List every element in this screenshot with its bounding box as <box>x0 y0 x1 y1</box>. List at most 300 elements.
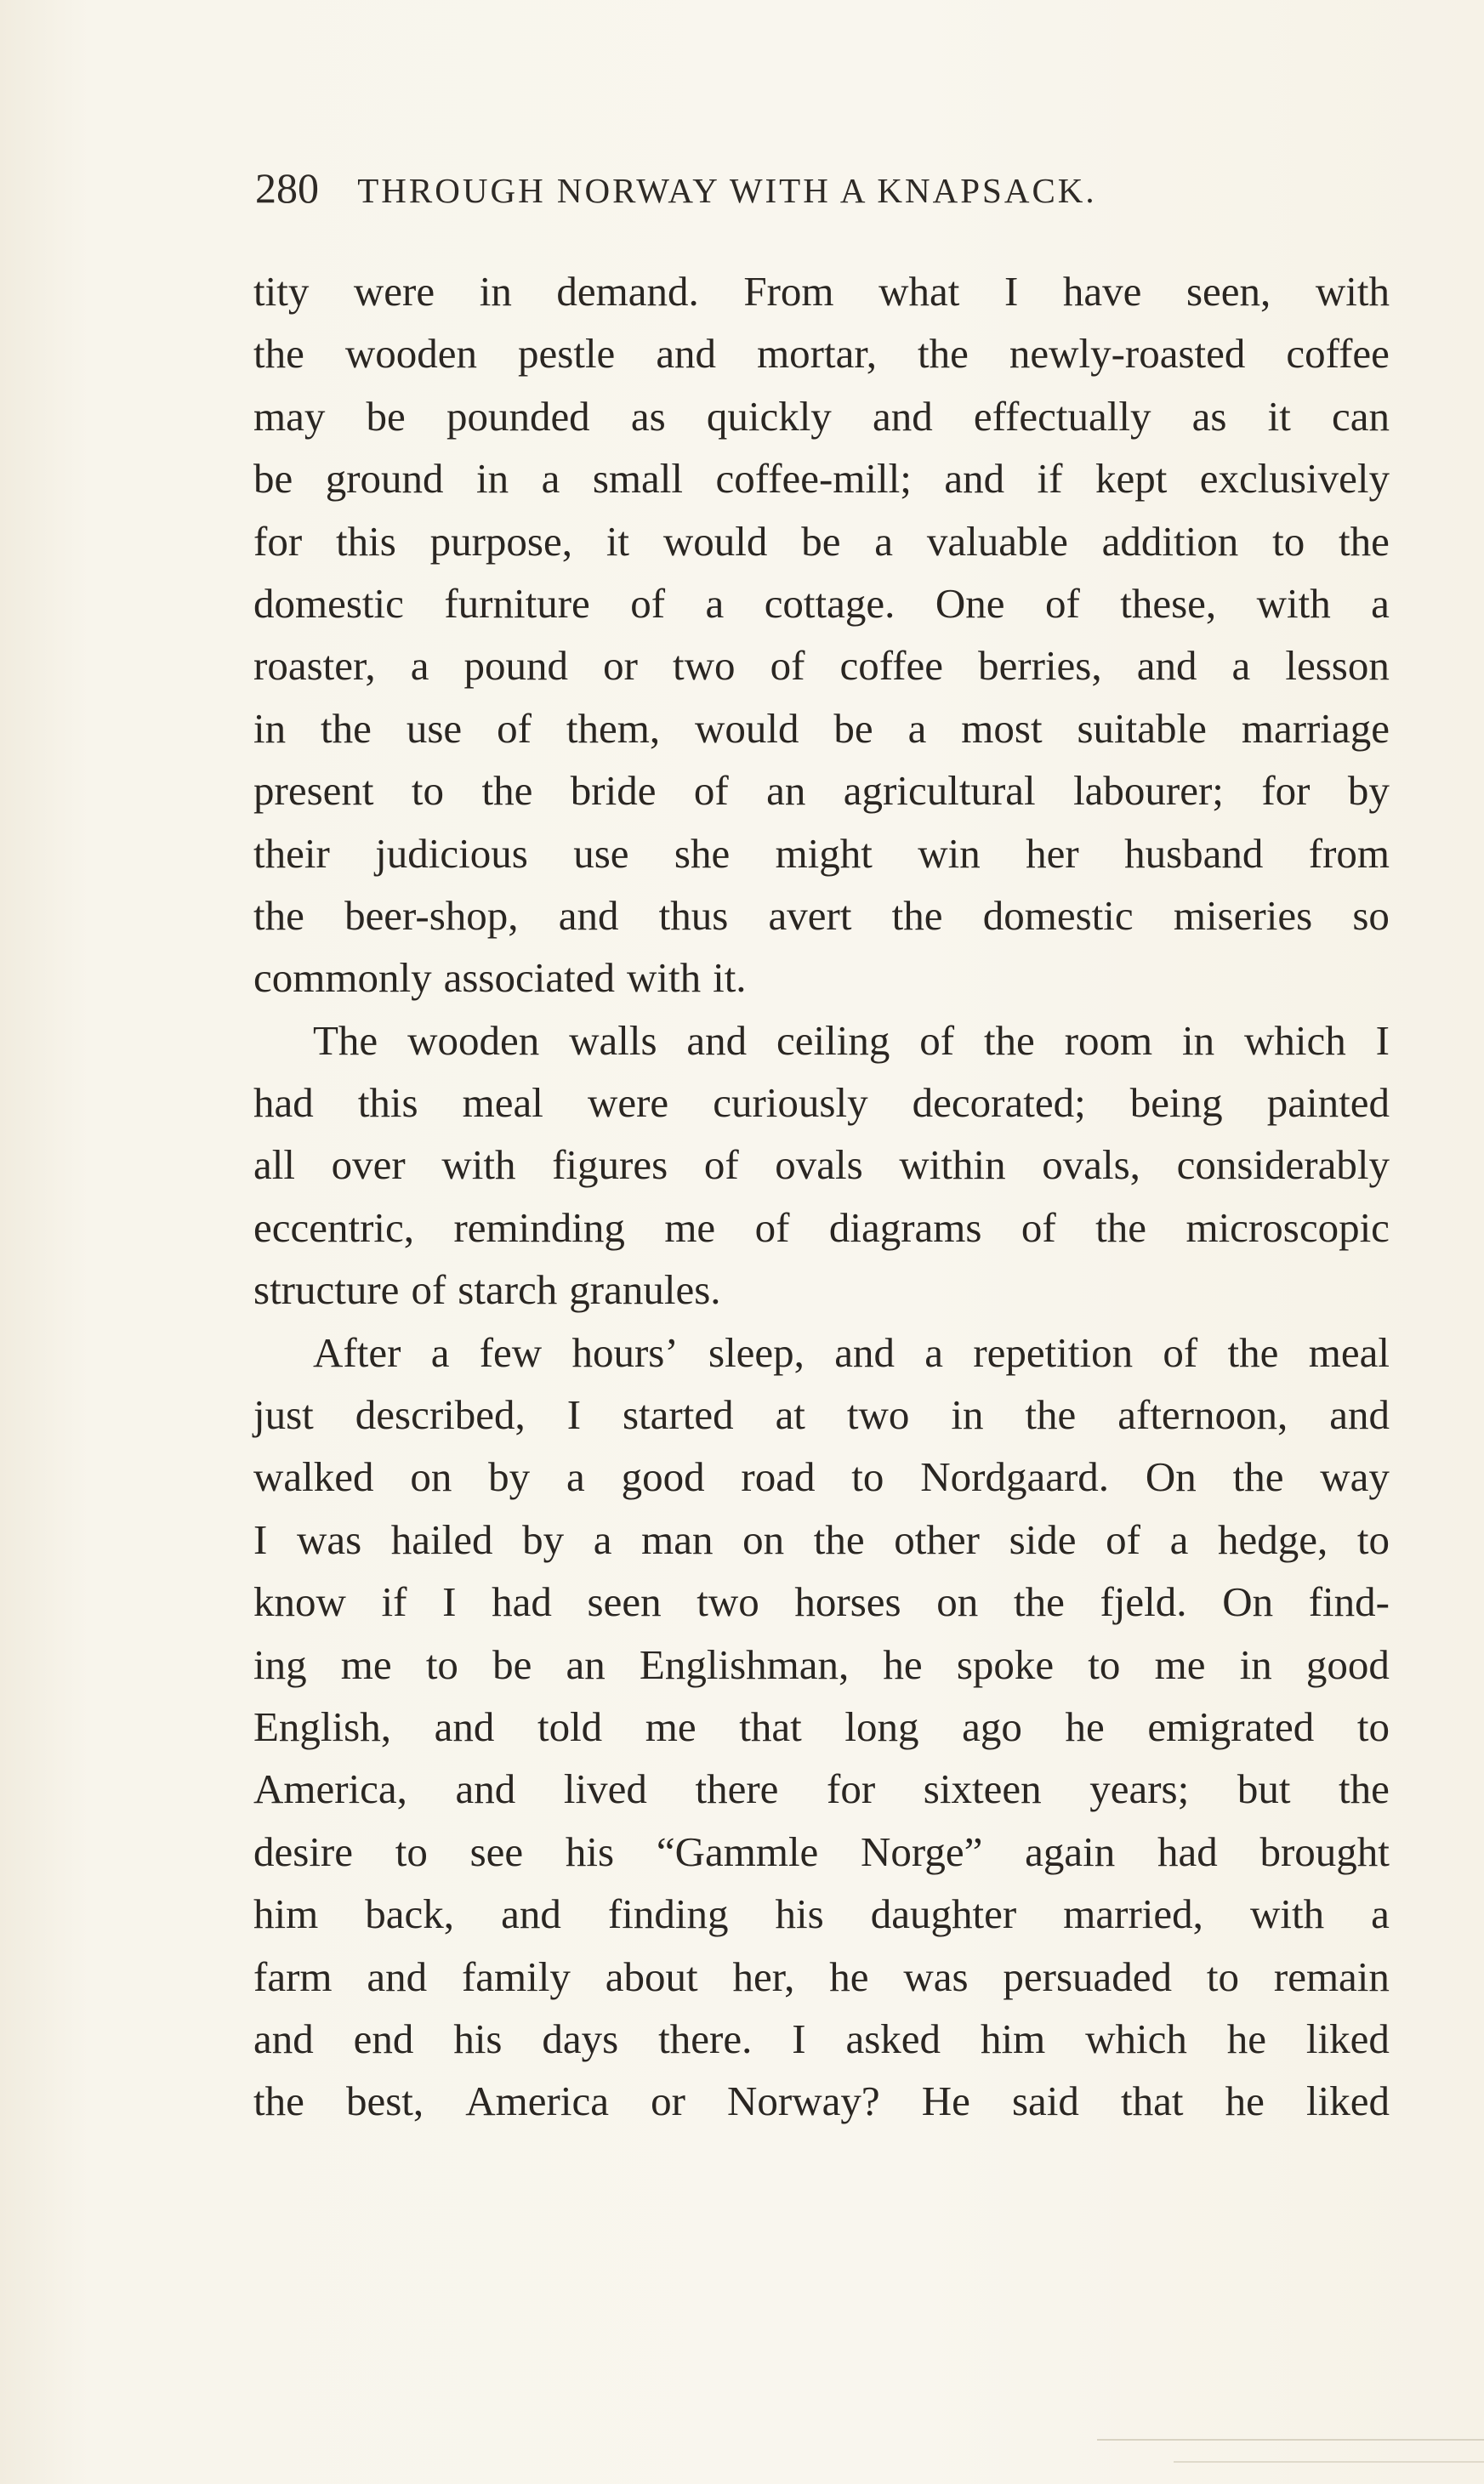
word: meal <box>1308 1328 1390 1376</box>
word: labourer; <box>1073 767 1224 815</box>
word: starch <box>458 1266 558 1314</box>
word: to <box>851 1453 884 1501</box>
word: to <box>1356 1515 1390 1563</box>
word: small <box>592 455 683 503</box>
word: to <box>411 767 445 815</box>
text-line <box>253 884 1390 946</box>
running-header <box>255 163 1318 213</box>
word: would <box>695 704 799 752</box>
word: there. <box>658 2015 753 2062</box>
word: hailed <box>390 1515 493 1563</box>
word: might <box>775 829 873 877</box>
word: if <box>381 1578 407 1626</box>
word: it <box>606 517 630 565</box>
word: and <box>1136 642 1197 690</box>
word: ovals <box>775 1141 863 1189</box>
word: to <box>1272 517 1305 565</box>
word: farm <box>253 1953 333 2000</box>
word: which <box>1244 1016 1346 1064</box>
word: beer-shop, <box>344 891 519 939</box>
text-line <box>253 510 1390 572</box>
word: ago <box>962 1702 1022 1750</box>
word: I <box>1004 268 1019 315</box>
word: and <box>1329 1391 1390 1439</box>
word: road <box>741 1453 816 1501</box>
word: and <box>253 2015 314 2062</box>
word: painted <box>1266 1079 1390 1127</box>
word: the <box>321 704 372 752</box>
word: a <box>430 1328 450 1376</box>
text-line <box>253 1634 1390 1696</box>
word: After <box>313 1328 401 1376</box>
text-line <box>253 1009 1390 1071</box>
word: to <box>1356 1702 1390 1750</box>
page-number: 280 <box>255 164 319 212</box>
word: of <box>630 579 666 627</box>
word: roaster, <box>253 642 376 690</box>
word: if <box>1037 455 1063 503</box>
word: for <box>827 1765 876 1813</box>
word: a <box>874 517 894 565</box>
word: days <box>542 2015 619 2062</box>
word: on <box>742 1515 785 1563</box>
word: On <box>1145 1453 1197 1501</box>
word: and <box>501 1890 561 1938</box>
word: a <box>1371 579 1390 627</box>
word: were <box>353 268 435 315</box>
word: newly-roasted <box>1009 330 1246 378</box>
word: good <box>621 1453 705 1501</box>
text-line <box>253 2070 1390 2132</box>
word: emigrated <box>1147 1702 1315 1750</box>
word: of <box>693 767 729 815</box>
word: so <box>1352 891 1390 939</box>
word: way <box>1320 1453 1390 1501</box>
text-line <box>253 1384 1390 1446</box>
word: mortar, <box>757 330 877 378</box>
word: daughter <box>870 1890 1017 1938</box>
word: and <box>455 1765 516 1813</box>
word: the <box>1095 1203 1147 1251</box>
text-line <box>253 759 1390 821</box>
word: a <box>1169 1515 1189 1563</box>
word: a <box>924 1328 944 1376</box>
word: what <box>878 268 960 315</box>
word: reminding <box>453 1203 625 1251</box>
text-line <box>253 572 1390 634</box>
word: use <box>406 704 463 752</box>
word: of <box>770 642 805 690</box>
word: lesson <box>1285 642 1390 690</box>
word: coffee-mill; <box>715 455 912 503</box>
text-line <box>253 946 1390 1009</box>
word: just <box>253 1391 314 1439</box>
word: a <box>410 642 429 690</box>
word: coffee <box>839 642 943 690</box>
word: had <box>492 1578 552 1626</box>
word: lived <box>563 1765 647 1813</box>
word: her, <box>732 1953 795 2000</box>
text-line <box>253 1197 1390 1259</box>
word: pestle <box>518 330 616 378</box>
word: that <box>1121 2078 1184 2125</box>
word: were <box>587 1079 669 1127</box>
word: of <box>1106 1515 1140 1563</box>
word: being <box>1129 1079 1223 1127</box>
word: the <box>1025 1391 1077 1439</box>
word: wooden <box>344 330 478 378</box>
text-line <box>253 822 1390 884</box>
page-edge-line-lower <box>1174 2461 1484 2463</box>
word: or <box>603 642 638 690</box>
word: in <box>951 1391 984 1439</box>
word: a <box>1231 642 1251 690</box>
word: that <box>739 1702 802 1750</box>
word: family <box>461 1953 571 2000</box>
word: cottage. <box>764 579 896 627</box>
word: his <box>775 1890 824 1938</box>
word: On <box>1222 1578 1274 1626</box>
text-line <box>253 1071 1390 1134</box>
word: the <box>1013 1578 1065 1626</box>
word: ceiling <box>776 1016 890 1064</box>
word: effectually <box>973 392 1151 440</box>
word: English, <box>253 1702 391 1750</box>
text-line <box>253 1571 1390 1633</box>
word: again <box>1025 1827 1116 1875</box>
word: liked <box>1305 2078 1390 2125</box>
word: for <box>253 517 303 565</box>
word: use <box>573 829 629 877</box>
word: and <box>367 1953 428 2000</box>
word: man <box>641 1515 714 1563</box>
word: afternoon, <box>1117 1391 1288 1439</box>
word: ground <box>325 455 444 503</box>
word: see <box>469 1827 524 1875</box>
word: walked <box>253 1453 374 1501</box>
text-line <box>253 1946 1390 2008</box>
word: berries, <box>978 642 1102 690</box>
word: hours’ <box>571 1328 679 1376</box>
word: furniture <box>444 579 590 627</box>
word: in <box>1182 1016 1215 1064</box>
text-line <box>253 697 1390 759</box>
word: I <box>792 2015 806 2062</box>
text-line <box>253 1758 1390 1820</box>
word: and <box>558 891 619 939</box>
word: microscopic <box>1185 1203 1390 1251</box>
word: wooden <box>407 1016 540 1064</box>
word: tity <box>253 268 310 315</box>
word: to <box>425 1640 458 1688</box>
word: may <box>253 392 326 440</box>
word: Nordgaard. <box>920 1453 1110 1501</box>
word: few <box>479 1328 543 1376</box>
word: from <box>1308 829 1390 877</box>
word: quickly <box>706 392 832 440</box>
word: all <box>253 1141 295 1189</box>
word: a <box>593 1515 612 1563</box>
word: avert <box>768 891 852 939</box>
word: a <box>705 579 725 627</box>
word: his <box>565 1827 615 1875</box>
word: ing <box>253 1640 307 1688</box>
word: at <box>775 1391 805 1439</box>
text-line <box>253 322 1390 384</box>
word: He <box>921 2078 970 2125</box>
word: hedge, <box>1217 1515 1328 1563</box>
word: win <box>918 829 981 877</box>
word: be <box>253 455 293 503</box>
word: best, <box>345 2078 424 2125</box>
word: over <box>331 1141 406 1189</box>
word: me <box>340 1640 392 1688</box>
word: of <box>919 1016 955 1064</box>
word: and <box>656 330 717 378</box>
word: me <box>1154 1640 1206 1688</box>
word: was <box>903 1953 969 2000</box>
word: or <box>651 2078 685 2125</box>
word: exclusively <box>1199 455 1390 503</box>
word: fjeld. <box>1100 1578 1187 1626</box>
word: he <box>883 1640 923 1688</box>
word: sixteen <box>923 1765 1042 1813</box>
word: I <box>566 1391 582 1439</box>
text-line <box>253 1446 1390 1508</box>
word: asked <box>845 2015 941 2062</box>
word: but <box>1237 1765 1291 1813</box>
word: meal <box>462 1079 543 1127</box>
page-edge-line <box>1097 2439 1484 2441</box>
word: persuaded <box>1003 1953 1173 2000</box>
word: the <box>891 891 943 939</box>
word: the <box>983 1016 1035 1064</box>
word: The <box>313 1016 378 1064</box>
word: find- <box>1308 1578 1390 1626</box>
word: sleep, <box>708 1328 805 1376</box>
word: the <box>253 330 304 378</box>
word: was <box>296 1515 362 1563</box>
word: eccentric, <box>253 1203 415 1251</box>
word: One <box>935 579 1005 627</box>
word: the <box>253 891 304 939</box>
word: there <box>695 1765 779 1813</box>
word: said <box>1011 2078 1079 2125</box>
word: know <box>253 1578 346 1626</box>
word: miseries <box>1173 891 1313 939</box>
body-text <box>253 260 1390 2133</box>
word: told <box>537 1702 603 1750</box>
word: a <box>566 1453 585 1501</box>
word: America, <box>253 1765 407 1813</box>
word: structure <box>253 1266 400 1314</box>
word: side <box>1009 1515 1077 1563</box>
word: to <box>395 1827 428 1875</box>
word: the <box>253 2078 304 2125</box>
word: From <box>743 268 834 315</box>
word: and <box>834 1328 895 1376</box>
word: other <box>894 1515 980 1563</box>
word: had <box>1157 1827 1218 1875</box>
word: addition <box>1101 517 1239 565</box>
word: would <box>662 517 768 565</box>
word: remain <box>1273 1953 1390 2000</box>
word: kept <box>1095 455 1168 503</box>
word: of <box>703 1141 739 1189</box>
word: Norway? <box>727 2078 880 2125</box>
word: by <box>522 1515 565 1563</box>
word: domestic <box>253 579 404 627</box>
word: long <box>844 1702 919 1750</box>
word: the <box>1227 1328 1279 1376</box>
word: and <box>434 1702 495 1750</box>
word: end <box>353 2015 414 2062</box>
word: figures <box>552 1141 668 1189</box>
word: suitable <box>1077 704 1207 752</box>
word: started <box>622 1391 734 1439</box>
word: most <box>961 704 1043 752</box>
word: for <box>1261 767 1311 815</box>
word: the <box>1339 1765 1390 1813</box>
word: two <box>846 1391 910 1439</box>
word: diagrams <box>828 1203 982 1251</box>
word: bride <box>570 767 657 815</box>
word: to <box>1088 1640 1121 1688</box>
word: considerably <box>1176 1141 1390 1189</box>
word: brought <box>1259 1827 1390 1875</box>
word: with <box>1256 579 1331 627</box>
word: walls <box>569 1016 657 1064</box>
word: in <box>1239 1640 1272 1688</box>
word: of <box>1044 579 1080 627</box>
text-line <box>253 1259 1390 1321</box>
word: had <box>253 1079 314 1127</box>
word: she <box>674 829 731 877</box>
word: and <box>872 392 933 440</box>
word: he <box>1065 1702 1105 1750</box>
word: in <box>479 268 512 315</box>
text-line <box>253 1821 1390 1883</box>
word: curiously <box>713 1079 868 1127</box>
word: I <box>253 1515 268 1563</box>
word: have <box>1062 268 1142 315</box>
word: as <box>630 392 666 440</box>
word: I <box>1375 1016 1390 1064</box>
word: finding <box>607 1890 729 1938</box>
word: married, <box>1063 1890 1203 1938</box>
running-title: THROUGH NORWAY WITH A KNAPSACK. <box>357 171 1097 210</box>
word: her <box>1026 829 1079 877</box>
word: in <box>253 704 287 752</box>
word: the <box>813 1515 865 1563</box>
word: present <box>253 767 374 815</box>
word: of <box>497 704 532 752</box>
word: of <box>1163 1328 1198 1376</box>
word: marriage <box>1241 704 1390 752</box>
word: room <box>1064 1016 1153 1064</box>
word: Norge” <box>861 1827 983 1875</box>
word: can <box>1332 392 1390 440</box>
word: commonly <box>253 954 432 1002</box>
word: me <box>645 1702 697 1750</box>
word: with <box>1315 268 1390 315</box>
word: he <box>1225 2078 1265 2125</box>
word: an <box>766 767 806 815</box>
word: spoke <box>956 1640 1055 1688</box>
word: husband <box>1124 829 1264 877</box>
word: with <box>1249 1890 1325 1938</box>
word: two <box>673 642 736 690</box>
word: which <box>1085 2015 1187 2062</box>
word: demand. <box>556 268 699 315</box>
word: good <box>1305 1640 1390 1688</box>
word: desire <box>253 1827 353 1875</box>
word: me <box>664 1203 716 1251</box>
word: him <box>253 1890 319 1938</box>
word: of <box>411 1266 446 1314</box>
word: domestic <box>982 891 1134 939</box>
word: this <box>357 1079 418 1127</box>
word: the <box>1339 517 1390 565</box>
word: of <box>1021 1203 1056 1251</box>
word: associated <box>443 954 615 1002</box>
word: this <box>335 517 396 565</box>
word: he <box>829 1953 869 2000</box>
word: “Gammle <box>656 1827 819 1875</box>
word: the <box>917 330 969 378</box>
word: back, <box>365 1890 455 1938</box>
word: about <box>605 1953 698 2000</box>
word: their <box>253 829 330 877</box>
word: him <box>980 2015 1046 2062</box>
word: in <box>476 455 509 503</box>
word: ovals, <box>1042 1141 1140 1189</box>
text-line <box>253 2008 1390 2070</box>
word: and <box>944 455 1005 503</box>
word: repetition <box>973 1328 1134 1376</box>
word: it. <box>713 954 747 1002</box>
word: an <box>566 1640 606 1688</box>
word: of <box>754 1203 790 1251</box>
word: years; <box>1089 1765 1190 1813</box>
word: them, <box>566 704 661 752</box>
word: a <box>1371 1890 1390 1938</box>
word: valuable <box>926 517 1068 565</box>
word: judicious <box>375 829 528 877</box>
word: his <box>453 2015 503 2062</box>
word: by <box>488 1453 531 1501</box>
text-line <box>253 1509 1390 1571</box>
text-line <box>253 260 1390 322</box>
word: Englishman, <box>639 1640 850 1688</box>
word: it <box>1267 392 1291 440</box>
text-line <box>253 1883 1390 1945</box>
word: a <box>907 704 927 752</box>
word: thus <box>658 891 729 939</box>
word: granules. <box>569 1266 721 1314</box>
word: on <box>410 1453 452 1501</box>
word: on <box>936 1578 979 1626</box>
word: with <box>441 1141 516 1189</box>
word: two <box>697 1578 759 1626</box>
word: America <box>465 2078 609 2125</box>
word: within <box>899 1141 1006 1189</box>
word: pound <box>463 642 569 690</box>
text-line <box>253 1322 1390 1384</box>
word: seen <box>587 1578 662 1626</box>
text-line <box>253 634 1390 696</box>
word: decorated; <box>912 1079 1086 1127</box>
